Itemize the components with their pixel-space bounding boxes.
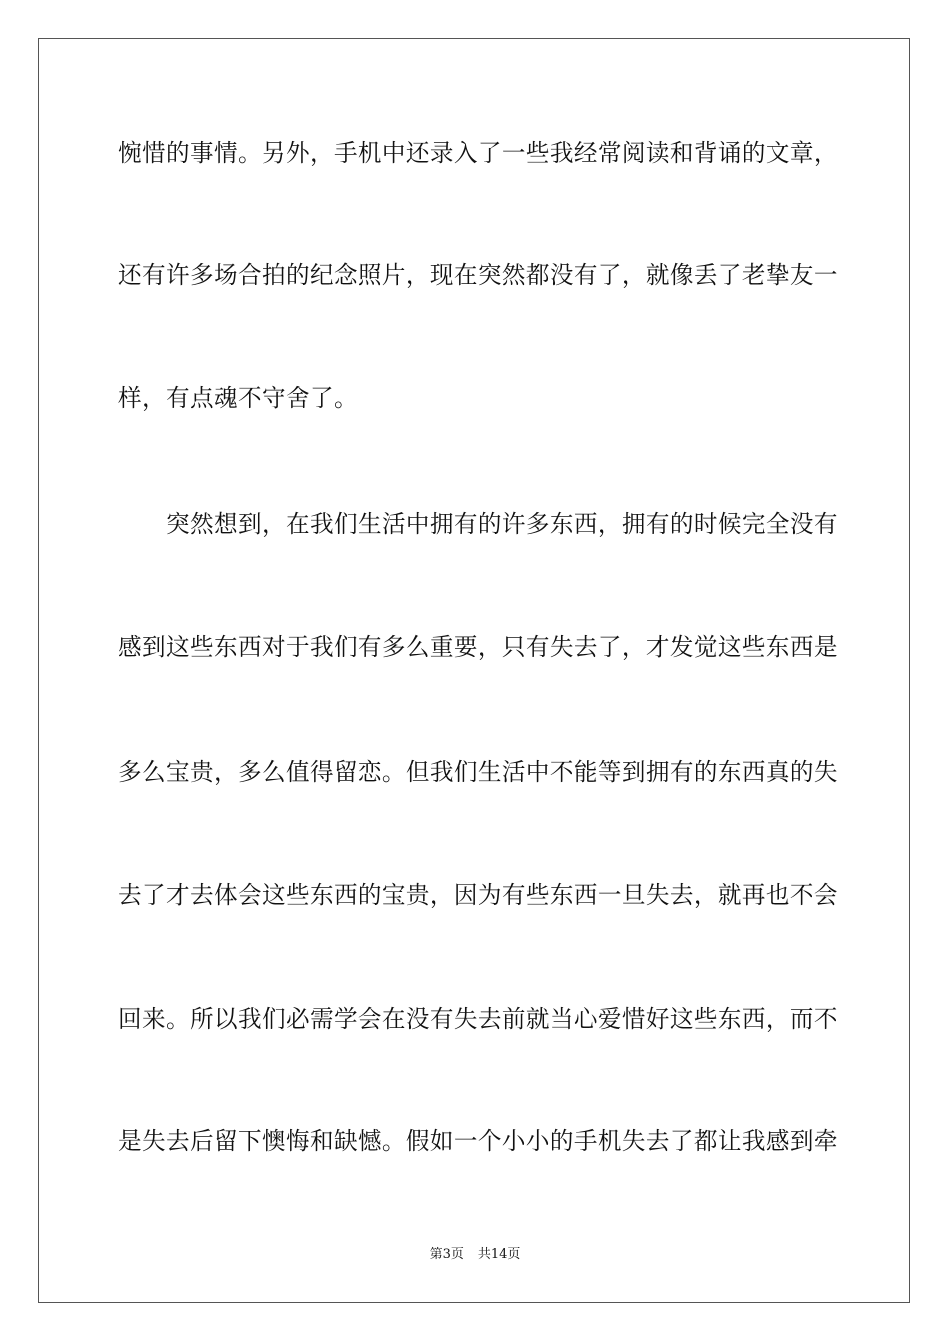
text-line: 多么宝贵，多么值得留恋。但我们生活中不能等到拥有的东西真的失 <box>118 758 838 786</box>
text-line: 是失去后留下懊悔和缺憾。假如一个小小的手机失去了都让我感到牵 <box>118 1127 838 1155</box>
paragraph-first-line: 突然想到，在我们生活中拥有的许多东西，拥有的时候完全没有 <box>166 510 838 538</box>
page-border <box>38 38 910 1303</box>
page-total: 共14页 <box>477 1247 521 1262</box>
text-line: 惋惜的事情。另外，手机中还录入了一些我经常阅读和背诵的文章， <box>118 139 838 167</box>
text-line: 样，有点魂不守舍了。 <box>118 384 358 412</box>
page-footer <box>0 1246 950 1264</box>
text-line: 感到这些东西对于我们有多么重要，只有失去了，才发觉这些东西是 <box>118 633 838 661</box>
text-line: 还有许多场合拍的纪念照片，现在突然都没有了，就像丢了老挚友一 <box>118 261 838 289</box>
text-line: 回来。所以我们必需学会在没有失去前就当心爱惜好这些东西，而不 <box>118 1005 838 1033</box>
page-number: 第3页 <box>429 1247 464 1262</box>
text-line: 去了才去体会这些东西的宝贵，因为有些东西一旦失去，就再也不会 <box>118 881 838 909</box>
